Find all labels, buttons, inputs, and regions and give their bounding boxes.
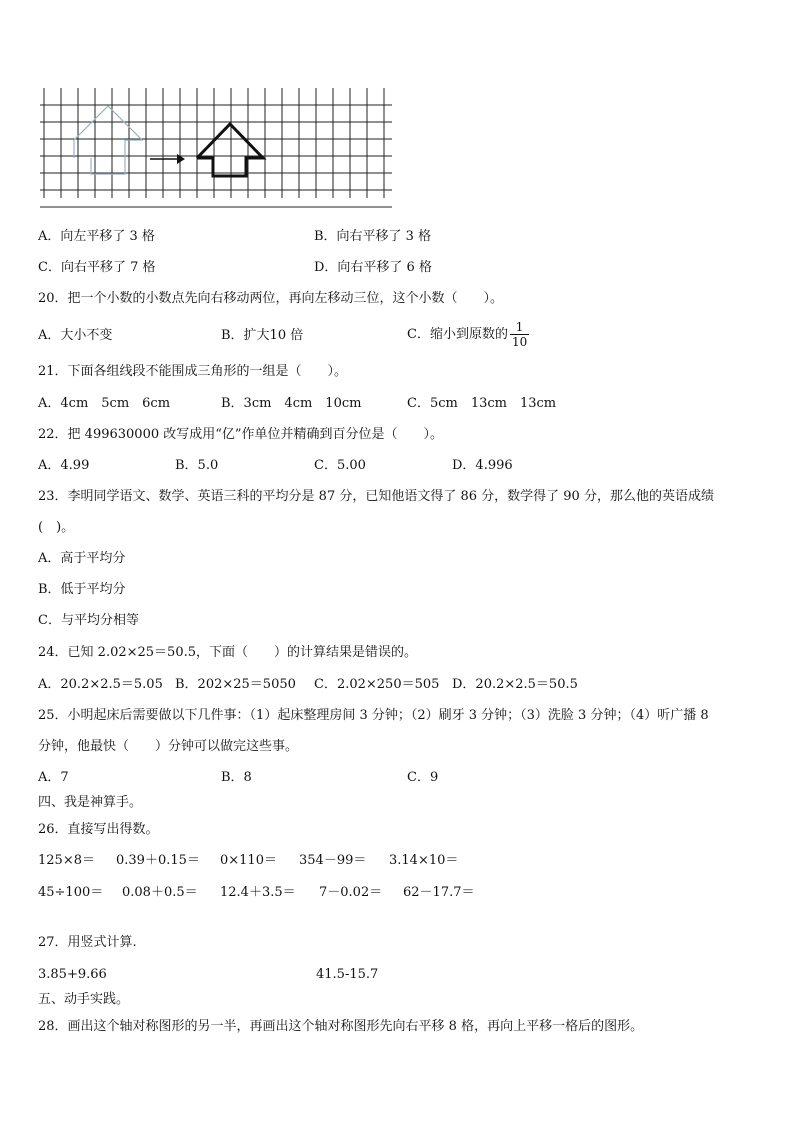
q26-r1-c3: 0×110＝ bbox=[220, 853, 277, 868]
q26-r2-c1: 45÷100＝ bbox=[38, 885, 104, 900]
q26-r1-c4: 354－99＝ bbox=[299, 853, 367, 868]
q23-stem-line2: ( )。 bbox=[38, 520, 75, 535]
section-4-heading: 四、我是神算手。 bbox=[38, 795, 143, 810]
translation-grid-figure bbox=[40, 88, 396, 214]
q19-option-b: B．向右平移了 3 格 bbox=[314, 229, 432, 244]
q26-r2-c2: 0.08＋0.5＝ bbox=[122, 885, 198, 900]
q25-option-c: C．9 bbox=[407, 770, 439, 785]
q27-stem: 27．用竖式计算. bbox=[38, 935, 137, 950]
q21-option-c: C．5cm 13cm 13cm bbox=[407, 396, 557, 411]
q22-option-b: B．5.0 bbox=[175, 458, 219, 473]
q21-stem: 21．下面各组线段不能围成三角形的一组是（ ）。 bbox=[38, 364, 348, 379]
q24-option-b: B．202×25＝5050 bbox=[175, 677, 296, 692]
q24-stem: 24．已知 2.02×25＝50.5，下面（ ）的计算结果是错误的。 bbox=[38, 645, 417, 660]
q22-stem: 22．把 499630000 改写成用“亿”作单位并精确到百分位是（ ）。 bbox=[38, 427, 444, 442]
grid-lines bbox=[40, 88, 392, 207]
q22-option-a: A．4.99 bbox=[38, 458, 90, 473]
q26-r1-c5: 3.14×10＝ bbox=[389, 853, 459, 868]
q23-option-c: C．与平均分相等 bbox=[38, 613, 139, 628]
q22-option-d: D．4.996 bbox=[452, 458, 513, 473]
q24-option-c: C．2.02×250＝505 bbox=[314, 677, 440, 692]
q24-option-a: A．20.2×2.5＝5.05 bbox=[38, 677, 163, 692]
q20-option-b: B．扩大10 倍 bbox=[221, 328, 304, 343]
q25-option-b: B．8 bbox=[221, 770, 252, 785]
q26-r2-c5: 62－17.7＝ bbox=[403, 885, 475, 900]
q20-option-c-text: C．缩小到原数的 bbox=[407, 327, 508, 342]
q26-r1-c1: 125×8＝ bbox=[38, 853, 95, 868]
q25-stem-line2: 分钟，他最快（ ）分钟可以做完这些事。 bbox=[38, 739, 299, 754]
q23-option-a: A．高于平均分 bbox=[38, 551, 126, 566]
q20-option-a: A．大小不变 bbox=[38, 328, 113, 343]
q26-r1-c2: 0.39＋0.15＝ bbox=[116, 853, 200, 868]
q23-stem-line1: 23．李明同学语文、数学、英语三科的平均分是 87 分，已知他语文得了 86 分，数学得了 90 分，那么他的英语成绩 bbox=[38, 489, 714, 504]
q26-stem: 26．直接写出得数。 bbox=[38, 822, 159, 837]
q20-stem: 20．把一个小数的小数点先向右移动两位，再向左移动三位，这个小数（ ）。 bbox=[38, 291, 504, 306]
q26-r2-c4: 7－0.02＝ bbox=[319, 885, 383, 900]
q21-option-b: B．3cm 4cm 10cm bbox=[221, 396, 362, 411]
q23-option-b: B．低于平均分 bbox=[38, 582, 126, 597]
fraction-denominator: 10 bbox=[511, 335, 528, 349]
q22-option-c: C．5.00 bbox=[314, 458, 366, 473]
q27-item-1: 3.85+9.66 bbox=[38, 967, 107, 982]
q19-option-d: D．向右平移了 6 格 bbox=[314, 260, 432, 275]
translated-arrow-shape bbox=[197, 124, 263, 176]
q26-r2-c3: 12.4＋3.5＝ bbox=[220, 885, 296, 900]
section-5-heading: 五、动手实践。 bbox=[38, 992, 130, 1007]
q27-item-2: 41.5-15.7 bbox=[316, 967, 379, 982]
q19-option-c: C．向右平移了 7 格 bbox=[38, 260, 156, 275]
fraction-numerator: 1 bbox=[510, 320, 529, 335]
q28-stem: 28．画出这个轴对称图形的另一半，再画出这个轴对称图形先向右平移 8 格，再向上平移一格后的图形。 bbox=[38, 1019, 644, 1034]
q25-option-a: A．7 bbox=[38, 770, 69, 785]
q19-option-a: A．向左平移了 3 格 bbox=[38, 229, 155, 244]
q25-stem-line1: 25．小明起床后需要做以下几件事：（1）起床整理房间 3 分钟；（2）刷牙 3 分钟；（3）洗脸 3 分钟；（4）听广播 8 bbox=[38, 708, 709, 723]
q20-option-c bbox=[407, 319, 529, 351]
q21-option-a: A．4cm 5cm 6cm bbox=[38, 396, 171, 411]
q24-option-d: D．20.2×2.5＝50.5 bbox=[452, 677, 578, 692]
fraction-one-tenth bbox=[510, 320, 529, 349]
original-arrow-shape bbox=[74, 106, 142, 174]
